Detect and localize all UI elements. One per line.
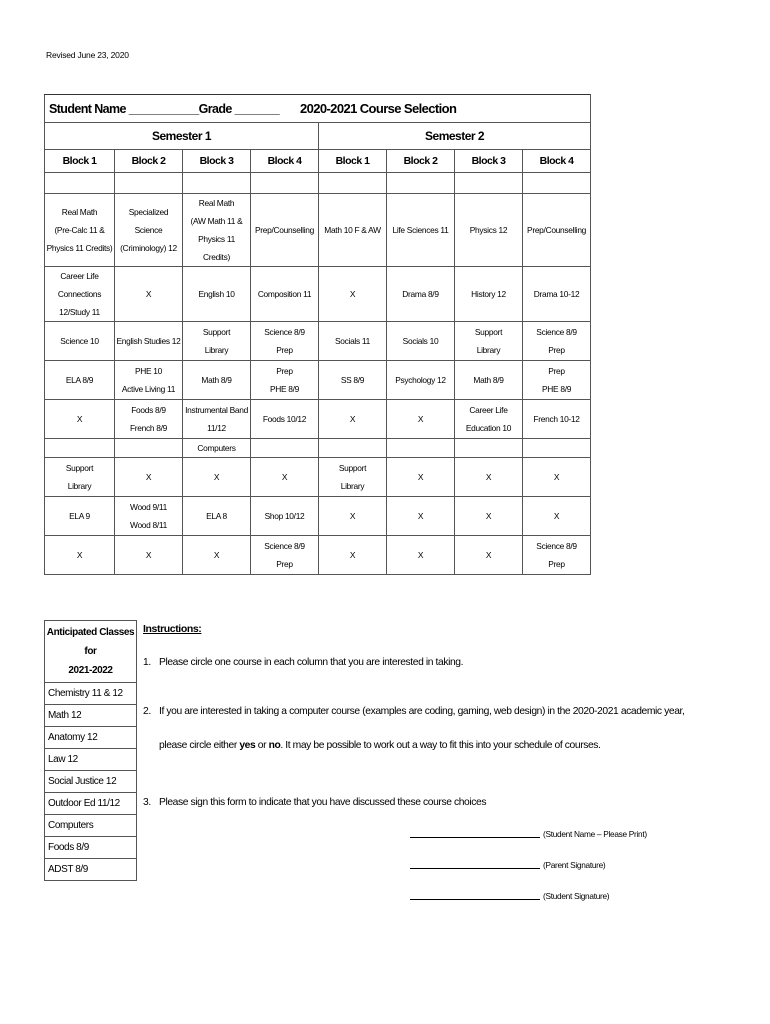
grade-field[interactable]: Grade _______ [198,101,280,116]
anticipated-class-item: Computers [45,815,137,837]
course-cell[interactable] [251,322,319,361]
course-text: Career Life [469,405,508,415]
course-text: Support [65,463,94,473]
course-text: Drama 10-12 [533,289,580,299]
course-text: X [76,414,83,424]
course-text: X [417,472,424,482]
block-header: Block 1 [319,150,387,173]
course-text: Science 8/9 [536,541,577,551]
course-cell[interactable] [455,322,523,361]
course-text: X [349,550,356,560]
table-row [45,536,591,575]
course-text: Specialized Science [128,207,169,235]
course-cell[interactable] [115,322,183,361]
block-header: Block 1 [45,150,115,173]
course-text: Foods 8/9 [131,405,166,415]
table-row [45,458,591,497]
course-cell[interactable] [45,361,115,400]
empty-course-cell [45,439,115,458]
course-text: Prep/Counselling [255,225,314,235]
table-row [45,361,591,400]
table-row [45,497,591,536]
course-cell[interactable] [387,497,455,536]
course-cell[interactable] [251,361,319,400]
course-cell[interactable] [183,536,251,575]
student-name-field[interactable]: Student Name ___________ [49,101,199,116]
course-text: Computers [197,443,236,453]
course-text: Instrumental Band [185,405,248,415]
course-text: Science 10 [60,336,99,346]
semester-2-header: Semester 2 [319,123,591,150]
block-header-row [45,150,591,173]
no-option[interactable]: no [268,740,281,751]
course-text: X [417,550,424,560]
instruction-2-continued: please circle either yes or no. It may be possible to work out a way to fit this into your schedule of courses. [159,740,601,751]
empty-course-cell [319,439,387,458]
course-cell[interactable] [251,267,319,322]
course-cell[interactable] [251,194,319,267]
anticipated-classes-table [44,620,137,881]
course-cell[interactable] [523,361,591,400]
course-text: Life Sciences 11 [392,225,449,235]
course-text: Real Math [61,207,98,217]
spacer-row [45,173,591,194]
course-text: ELA 9 [69,511,90,521]
course-text: Connections [57,289,102,299]
block-header: Block 2 [115,150,183,173]
course-selection-table [44,94,591,575]
course-cell[interactable] [319,536,387,575]
course-text: Math 10 F & AW [324,225,381,235]
course-text: X [76,550,83,560]
yes-option[interactable]: yes [239,740,256,751]
course-cell[interactable] [251,497,319,536]
course-cell[interactable] [455,267,523,322]
student-signature-line[interactable]: (Student Signature) [410,891,609,901]
table-row [45,267,591,322]
course-text: Prep [276,366,293,376]
anticipated-class-item: Foods 8/9 [45,837,137,859]
course-cell[interactable] [523,497,591,536]
course-text: Socials 11 [334,336,371,346]
course-text: X [145,550,152,560]
course-text: Drama 8/9 [402,289,439,299]
course-text: Prep [548,559,565,569]
course-text: Active Living 11 [121,384,176,394]
course-text: French 8/9 [129,423,168,433]
course-text: Psychology 12 [395,375,446,385]
course-cell[interactable] [115,536,183,575]
course-text: (Criminology) 12 [120,243,177,253]
course-text: Support [474,327,503,337]
course-cell[interactable] [115,497,183,536]
semester-1-header: Semester 1 [45,123,319,150]
course-selection-title: 2020-2021 Course Selection [299,100,457,116]
course-text: X [145,472,152,482]
empty-course-cell [387,439,455,458]
course-text: X [417,511,424,521]
course-text: Wood 8/11 [129,520,168,530]
course-cell[interactable] [115,458,183,497]
course-cell[interactable] [115,267,183,322]
course-text: French 10-12 [533,414,580,424]
course-cell[interactable] [523,400,591,439]
course-cell[interactable] [45,194,115,267]
course-cell[interactable] [387,400,455,439]
course-cell[interactable] [45,322,115,361]
course-text: X [417,414,424,424]
course-cell[interactable] [45,497,115,536]
course-cell[interactable] [455,497,523,536]
course-text: Socials 10 [402,336,439,346]
course-text: (Pre-Calc 11 & [54,225,105,235]
course-text: ELA 8 [206,511,227,521]
course-cell[interactable] [183,497,251,536]
course-text: Library [340,481,365,491]
course-cell[interactable] [115,361,183,400]
course-text: History 12 [471,289,506,299]
course-text: 11/12 [207,423,226,433]
course-cell[interactable] [319,458,387,497]
instructions-title: Instructions: [143,623,202,635]
course-text: Career Life [60,271,99,281]
anticipated-heading: Anticipated Classes for 2021-2022 [45,621,137,683]
course-cell[interactable] [183,439,251,458]
course-cell[interactable] [387,361,455,400]
course-text: X [553,511,560,521]
course-cell[interactable] [115,194,183,267]
course-cell[interactable] [115,400,183,439]
course-cell[interactable] [45,267,115,322]
course-text: X [553,472,560,482]
course-cell[interactable] [319,400,387,439]
course-text: X [349,511,356,521]
course-cell[interactable] [455,458,523,497]
instruction-3: 3. Please sign this form to indicate that you have discussed these course choices [143,797,487,808]
course-cell[interactable] [455,361,523,400]
parent-signature-line[interactable]: (Parent Signature) [410,860,605,870]
course-text: 12/Study 11 [59,307,100,317]
course-cell[interactable] [45,536,115,575]
course-cell[interactable] [319,267,387,322]
course-cell[interactable] [251,458,319,497]
course-text: (AW Math 11 & [190,216,243,226]
course-text: Science 8/9 [264,541,305,551]
course-cell[interactable] [319,361,387,400]
empty-course-cell [115,439,183,458]
block-header: Block 3 [183,150,251,173]
course-text: Math 8/9 [201,375,232,385]
course-cell[interactable] [523,267,591,322]
table-row [45,194,591,267]
empty-course-cell [523,439,591,458]
course-text: Library [67,481,92,491]
course-cell[interactable] [183,458,251,497]
course-text: Prep [276,559,293,569]
course-text: Prep [276,345,293,355]
course-cell[interactable] [183,267,251,322]
course-cell[interactable] [387,458,455,497]
course-text: X [485,472,492,482]
course-text: English 10 [198,289,235,299]
course-text: X [281,472,288,482]
course-cell[interactable] [183,400,251,439]
anticipated-class-item: Social Justice 12 [45,771,137,793]
course-text: X [485,550,492,560]
anticipated-class-item: ADST 8/9 [45,859,137,881]
anticipated-class-item: Outdoor Ed 11/12 [45,793,137,815]
block-header: Block 4 [523,150,591,173]
course-text: PHE 8/9 [269,384,300,394]
course-text: Physics 11 Credits) [46,243,113,253]
course-text: X [213,550,220,560]
course-text: Math 8/9 [473,375,504,385]
course-text: Science 8/9 [264,327,305,337]
course-text: ELA 8/9 [65,375,94,385]
table-row [45,439,591,458]
anticipated-class-item: Anatomy 12 [45,727,137,749]
course-text: Library [204,345,229,355]
empty-course-cell [455,439,523,458]
course-text: Support [202,327,231,337]
course-text: Prep [548,345,565,355]
course-text: Wood 9/11 [129,502,168,512]
course-cell[interactable] [319,497,387,536]
course-text: X [485,511,492,521]
course-cell[interactable] [387,267,455,322]
course-text: Foods 10/12 [262,414,307,424]
course-cell[interactable] [183,194,251,267]
course-cell[interactable] [523,194,591,267]
course-cell[interactable] [523,458,591,497]
course-cell[interactable] [251,536,319,575]
course-text: Science 8/9 [536,327,577,337]
instruction-2: 2. If you are interested in taking a computer course (examples are coding, gaming, web design) in the 2020-2021 academic year, [143,706,685,717]
table-row [45,322,591,361]
table-row [45,400,591,439]
course-text: SS 8/9 [340,375,365,385]
empty-course-cell [251,439,319,458]
course-text: Physics 11 Credits) [198,234,235,262]
course-text: X [213,472,220,482]
course-cell[interactable] [387,536,455,575]
course-text: X [349,289,356,299]
student-name-signature-line[interactable]: (Student Name – Please Print) [410,829,647,839]
course-cell[interactable] [319,194,387,267]
course-text: Real Math [198,198,235,208]
course-text: PHE 8/9 [541,384,572,394]
course-text: Physics 12 [469,225,508,235]
anticipated-class-item: Math 12 [45,705,137,727]
anticipated-class-item: Law 12 [45,749,137,771]
anticipated-class-item: Chemistry 11 & 12 [45,683,137,705]
course-text: Support [338,463,367,473]
course-cell[interactable] [319,322,387,361]
course-cell[interactable] [183,361,251,400]
course-text: Prep [548,366,565,376]
block-header: Block 4 [251,150,319,173]
block-header: Block 3 [455,150,523,173]
course-text: X [145,289,152,299]
course-text: Education 10 [465,423,512,433]
course-text: English Studies 12 [116,336,181,346]
course-text: Shop 10/12 [264,511,305,521]
course-text: Composition 11 [257,289,312,299]
instruction-1: 1. Please circle one course in each column that you are interested in taking. [143,657,464,668]
course-cell[interactable] [523,322,591,361]
course-cell[interactable] [523,536,591,575]
revised-date: Revised June 23, 2020 [46,50,129,60]
course-text: Prep/Counselling [527,225,587,235]
course-cell[interactable] [455,536,523,575]
course-text: X [349,414,356,424]
course-text: PHE 10 [134,366,163,376]
course-cell[interactable] [183,322,251,361]
block-header: Block 2 [387,150,455,173]
course-cell[interactable] [251,400,319,439]
course-cell[interactable] [45,458,115,497]
course-text: Library [476,345,501,355]
table-title-cell [45,95,591,123]
course-cell[interactable] [455,194,523,267]
course-cell[interactable] [387,322,455,361]
course-cell[interactable] [455,400,523,439]
course-cell[interactable] [387,194,455,267]
course-cell[interactable] [45,400,115,439]
